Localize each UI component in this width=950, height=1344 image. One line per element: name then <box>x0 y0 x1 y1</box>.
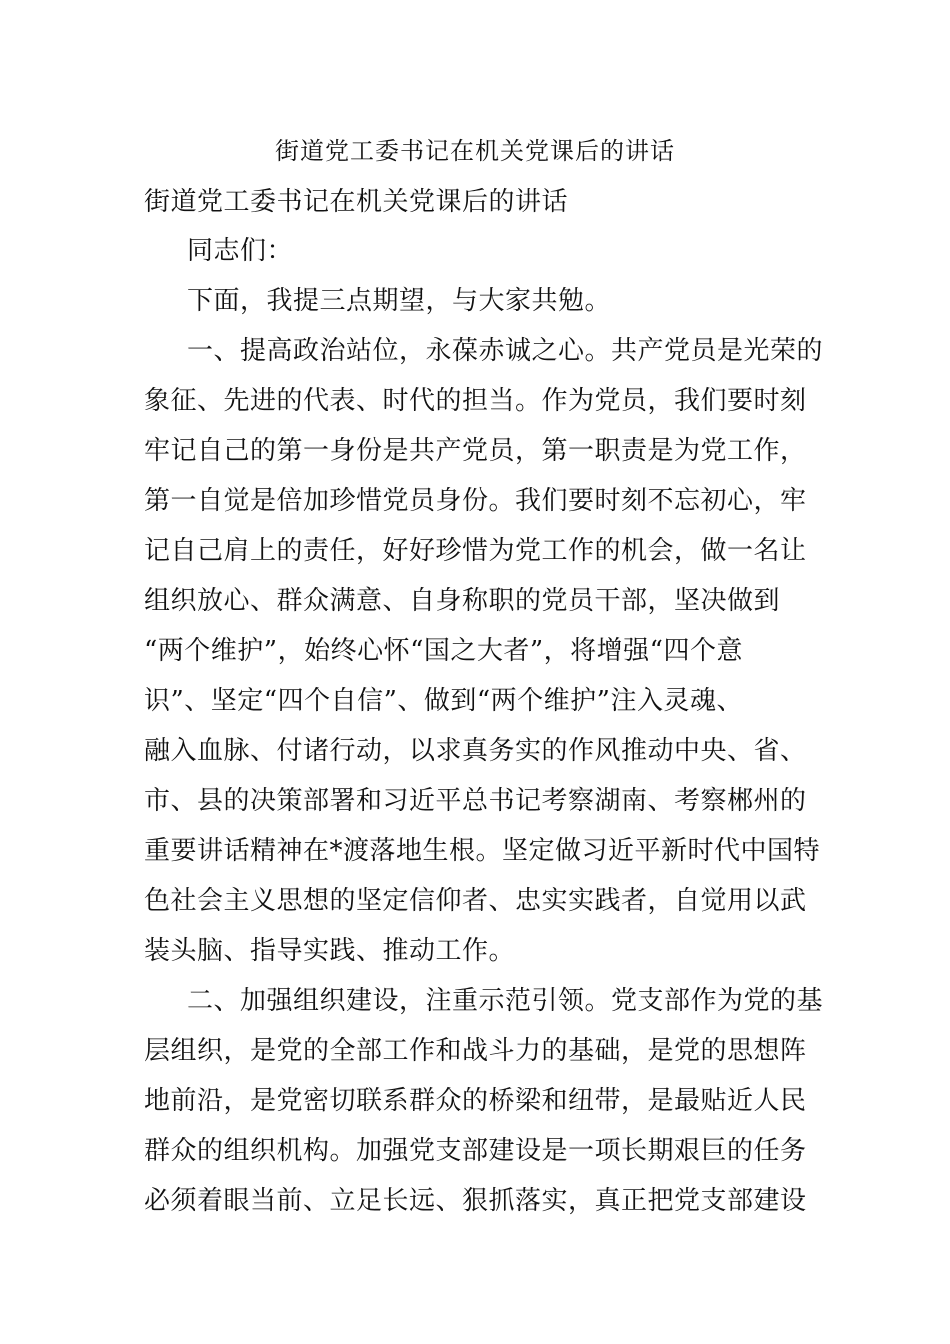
paragraph-line: 第一自觉是倍加珍惜党员身份。我们要时刻不忘初心，牢 <box>144 486 807 516</box>
paragraph-line: 重要讲话精神在*渡落地生根。坚定做习近平新时代中国特 <box>144 836 821 866</box>
paragraph-line: 组织放心、群众满意、自身称职的党员干部，坚决做到 <box>144 586 781 616</box>
paragraph-line: 地前沿，是党密切联系群众的桥梁和纽带，是最贴近人民 <box>144 1086 807 1116</box>
paragraph-line: 市、县的决策部署和习近平总书记考察湖南、考察郴州的 <box>144 786 807 816</box>
paragraph-line: 识”、坚定“四个自信”、做到“两个维护”注入灵魂、 <box>144 686 743 716</box>
paragraph-line: 群众的组织机构。加强党支部建设是一项长期艰巨的任务 <box>144 1136 807 1166</box>
intro-paragraph: 下面，我提三点期望，与大家共勉。 <box>187 286 612 316</box>
paragraph-line: 融入血脉、付诸行动，以求真务实的作风推动中央、省、 <box>144 736 807 766</box>
paragraph-line: 牢记自己的第一身份是共产党员，第一职责是为党工作， <box>144 436 807 466</box>
salutation: 同志们： <box>187 236 294 266</box>
paragraph-line: 层组织，是党的全部工作和战斗力的基础，是党的思想阵 <box>144 1036 807 1066</box>
paragraph-line: 装头脑、指导实践、推动工作。 <box>144 936 516 966</box>
paragraph-line: 色社会主义思想的坚定信仰者、忠实实践者，自觉用以武 <box>144 886 807 916</box>
paragraph-line: 记自己肩上的责任，好好珍惜为党工作的机会，做一名让 <box>144 536 807 566</box>
document-heading-line: 街道党工委书记在机关党课后的讲话 <box>144 187 569 217</box>
paragraph-line: 必须着眼当前、立足长远、狠抓落实，真正把党支部建设 <box>144 1186 807 1216</box>
document-title: 街道党工委书记在机关党课后的讲话 <box>275 137 675 165</box>
paragraph-line: 象征、先进的代表、时代的担当。作为党员，我们要时刻 <box>144 386 807 416</box>
paragraph-line: “两个维护”，始终心怀“国之大者”，将增强“四个意 <box>144 636 743 666</box>
paragraph-line: 一、提高政治站位，永葆赤诚之心。共产党员是光荣的 <box>187 336 824 366</box>
paragraph-line: 二、加强组织建设，注重示范引领。党支部作为党的基 <box>187 986 824 1016</box>
